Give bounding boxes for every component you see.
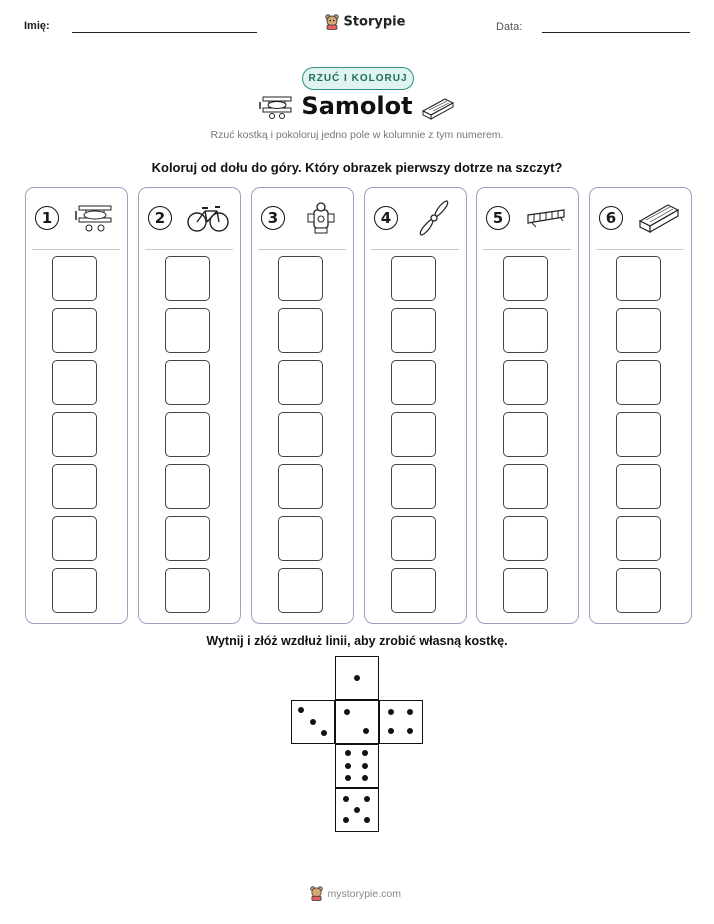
bicycle-icon xyxy=(183,200,233,236)
color-box[interactable] xyxy=(616,256,661,301)
color-box[interactable] xyxy=(616,516,661,561)
color-box[interactable] xyxy=(165,308,210,353)
column-divider xyxy=(32,249,120,250)
color-box[interactable] xyxy=(165,360,210,405)
column-number: 2 xyxy=(148,206,172,230)
wooden-plank-icon xyxy=(634,200,684,236)
color-box[interactable] xyxy=(391,256,436,301)
color-box[interactable] xyxy=(503,308,548,353)
brand-logo xyxy=(325,13,405,31)
race-column-2 xyxy=(138,187,241,624)
color-box[interactable] xyxy=(52,464,97,509)
color-box[interactable] xyxy=(616,464,661,509)
color-box[interactable] xyxy=(278,256,323,301)
color-box[interactable] xyxy=(278,412,323,457)
race-column-4 xyxy=(364,187,467,624)
color-box[interactable] xyxy=(503,412,548,457)
coloring-instruction: Koloruj od dołu do góry. Który obrazek pierwszy dotrze na szczyt? xyxy=(151,160,563,175)
column-divider xyxy=(258,249,346,250)
color-box[interactable] xyxy=(503,568,548,613)
color-box[interactable] xyxy=(391,568,436,613)
dice-pip xyxy=(407,728,413,734)
color-box[interactable] xyxy=(52,516,97,561)
dice-pip xyxy=(363,728,369,734)
color-box[interactable] xyxy=(278,568,323,613)
date-label: Data: xyxy=(496,21,523,33)
color-box[interactable] xyxy=(391,360,436,405)
color-box[interactable] xyxy=(165,464,210,509)
color-box[interactable] xyxy=(52,308,97,353)
dice-pip xyxy=(362,750,368,756)
column-divider xyxy=(371,249,459,250)
color-box[interactable] xyxy=(391,464,436,509)
dice-pip xyxy=(354,807,360,813)
biplane-icon xyxy=(70,200,120,236)
brand-name: Storypie xyxy=(343,14,406,30)
dice-face-3 xyxy=(291,700,335,744)
dice-pip xyxy=(388,728,394,734)
color-box[interactable] xyxy=(52,412,97,457)
dice-pip xyxy=(344,709,350,715)
dice-face-5 xyxy=(335,788,379,832)
page-title: Samolot xyxy=(301,92,413,120)
dice-pip xyxy=(343,796,349,802)
activity-badge: RZUĆ I KOLORUJ xyxy=(302,67,414,90)
race-column-1 xyxy=(25,187,128,624)
column-number: 3 xyxy=(261,206,285,230)
name-label: Imię: xyxy=(24,20,50,32)
dice-pip xyxy=(345,775,351,781)
color-box[interactable] xyxy=(165,412,210,457)
color-box[interactable] xyxy=(165,516,210,561)
dice-pip xyxy=(362,775,368,781)
dice-pip xyxy=(345,750,351,756)
title-biplane-icon xyxy=(259,94,295,125)
dice-pip xyxy=(310,719,316,725)
column-divider xyxy=(596,249,684,250)
color-box[interactable] xyxy=(391,516,436,561)
dice-face-6 xyxy=(335,744,379,788)
color-box[interactable] xyxy=(616,360,661,405)
dice-face-2 xyxy=(335,700,379,744)
dice-pip xyxy=(354,675,360,681)
color-box[interactable] xyxy=(52,360,97,405)
race-column-6 xyxy=(589,187,692,624)
column-number: 5 xyxy=(486,206,510,230)
color-box[interactable] xyxy=(278,516,323,561)
dice-pip xyxy=(364,796,370,802)
color-box[interactable] xyxy=(503,360,548,405)
engine-icon xyxy=(296,200,346,236)
dice-pip xyxy=(343,817,349,823)
dice-pip xyxy=(388,709,394,715)
dice-pip xyxy=(364,817,370,823)
color-box[interactable] xyxy=(616,412,661,457)
color-box[interactable] xyxy=(503,256,548,301)
wing-icon xyxy=(521,200,571,236)
race-column-5 xyxy=(476,187,579,624)
dice-pip xyxy=(407,709,413,715)
color-box[interactable] xyxy=(278,308,323,353)
color-box[interactable] xyxy=(391,412,436,457)
color-box[interactable] xyxy=(616,568,661,613)
dice-pip xyxy=(362,763,368,769)
color-box[interactable] xyxy=(278,464,323,509)
race-column-3 xyxy=(251,187,354,624)
color-box[interactable] xyxy=(391,308,436,353)
color-box[interactable] xyxy=(165,256,210,301)
title-plank-icon xyxy=(421,95,455,126)
footer xyxy=(310,885,401,903)
footer-url: mystorypie.com xyxy=(327,887,401,900)
dice-pip xyxy=(321,730,327,736)
bear-icon xyxy=(310,886,323,901)
column-divider xyxy=(145,249,233,250)
column-number: 1 xyxy=(35,206,59,230)
propeller-icon xyxy=(409,200,459,236)
name-line xyxy=(72,32,257,33)
page-subtitle: Rzuć kostką i pokoloruj jedno pole w kolumnie z tym numerem. xyxy=(210,129,504,141)
color-box[interactable] xyxy=(165,568,210,613)
dice-face-4 xyxy=(379,700,423,744)
color-box[interactable] xyxy=(52,256,97,301)
color-box[interactable] xyxy=(503,464,548,509)
dice-pip xyxy=(298,707,304,713)
color-box[interactable] xyxy=(503,516,548,561)
color-box[interactable] xyxy=(278,360,323,405)
color-box[interactable] xyxy=(52,568,97,613)
column-divider xyxy=(483,249,571,250)
column-number: 6 xyxy=(599,206,623,230)
dice-face-1 xyxy=(335,656,379,700)
bear-icon xyxy=(325,14,339,30)
color-box[interactable] xyxy=(616,308,661,353)
dice-pip xyxy=(345,763,351,769)
dice-instruction: Wytnij i złóż wzdłuż linii, aby zrobić własną kostkę. xyxy=(206,634,508,648)
date-line xyxy=(542,32,690,33)
column-number: 4 xyxy=(374,206,398,230)
